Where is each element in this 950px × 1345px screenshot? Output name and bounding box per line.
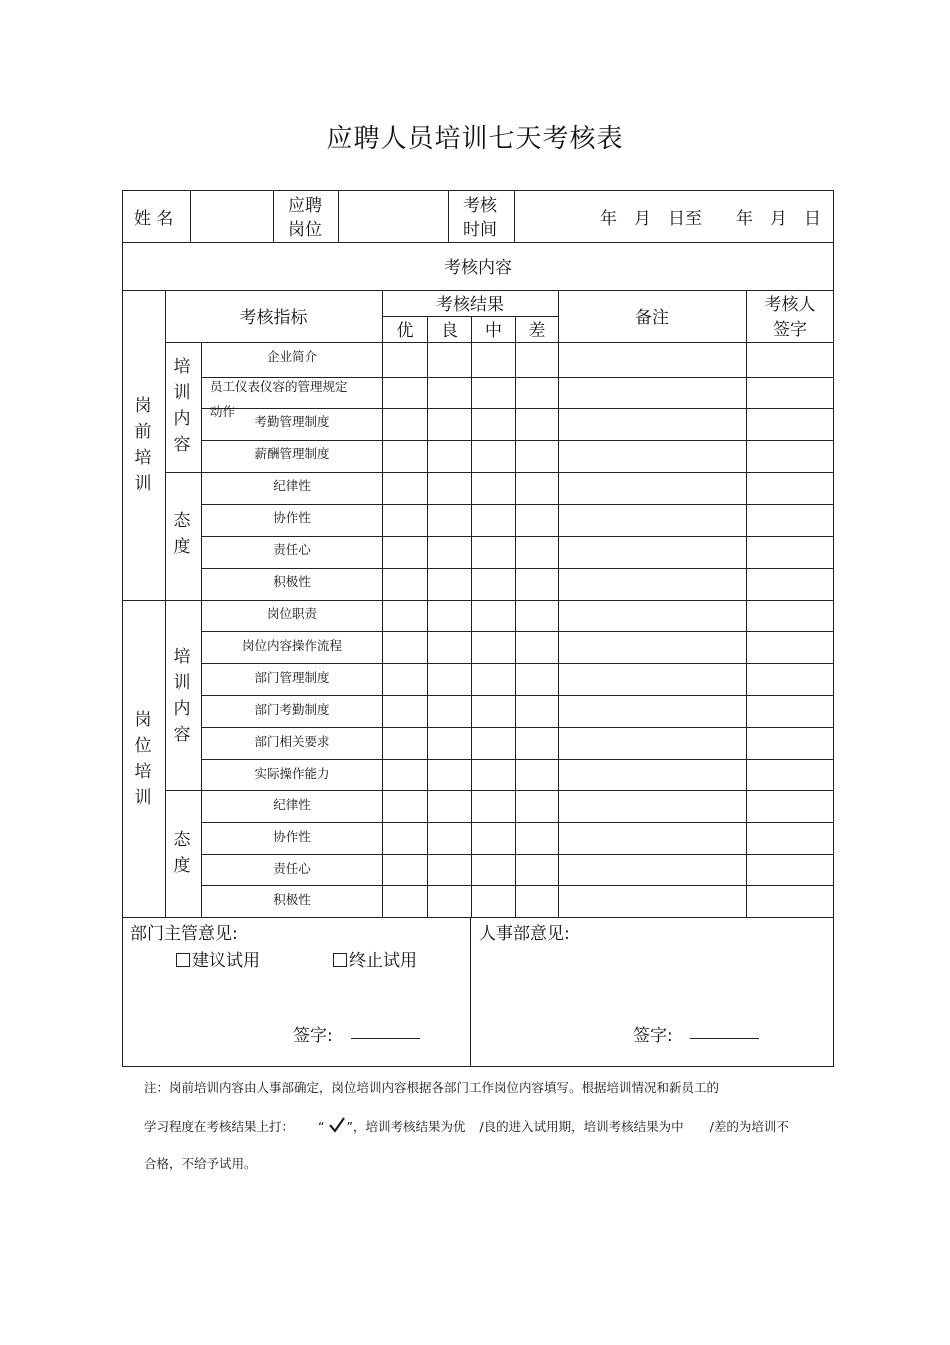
period-value[interactable]: 年 月 日至 年 月 日 <box>600 209 821 229</box>
item-dept-management: 部门管理制度 <box>254 670 330 685</box>
note-line-2: 学习程度在考核结果上打： “ ”，培训考核结果为优 /良的进入试用期，培训考核结果为中 /差的为培训不 <box>144 1116 789 1135</box>
position-label-line2: 岗位 <box>288 220 322 240</box>
subgroup-job-content-label: 培 训 内 容 <box>173 647 191 745</box>
item-job-process: 岗位内容操作流程 <box>241 638 342 653</box>
checkbox-icon[interactable] <box>176 953 190 967</box>
subgroup-pre-attitude-label: 态 度 <box>173 511 191 557</box>
item-initiative: 积极性 <box>273 574 311 589</box>
item-dept-attendance: 部门考勤制度 <box>254 702 330 717</box>
col-grade-poor: 差 <box>528 321 546 341</box>
col-grade-medium: 中 <box>485 321 502 341</box>
hr-sign-line[interactable] <box>690 1038 759 1039</box>
item-discipline: 纪律性 <box>273 478 311 493</box>
col-indicator: 考核指标 <box>239 308 308 328</box>
position-label-line1: 应聘 <box>288 196 322 216</box>
col-result: 考核结果 <box>436 295 504 315</box>
position-field[interactable] <box>339 191 448 242</box>
item-salary: 薪酬管理制度 <box>254 446 330 461</box>
item-appearance-rules: 员工仪表仪容的管理规定 <box>210 379 348 394</box>
item-job-duties: 岗位职责 <box>266 606 317 621</box>
period-label-line1: 考核 <box>463 196 497 216</box>
form-title: 应聘人员培训七天考核表 <box>326 124 624 154</box>
item-responsibility-2: 责任心 <box>273 861 311 876</box>
option-suggest-trial[interactable]: 建议试用 <box>176 946 260 971</box>
subgroup-pre-content-label: 培 训 内 容 <box>173 357 191 455</box>
dept-sign-line[interactable] <box>351 1038 420 1039</box>
item-practical-ability: 实际操作能力 <box>254 766 330 781</box>
group-on-job-label: 岗 位 培 训 <box>134 710 152 808</box>
note-line-3: 合格，不给予试用。 <box>144 1156 257 1171</box>
group-pre-job-label: 岗 前 培 训 <box>134 396 152 494</box>
assessment-form <box>122 190 834 1067</box>
col-assessor-line1: 考核人 <box>764 295 816 315</box>
item-dept-requirements: 部门相关要求 <box>254 734 330 749</box>
name-label: 姓 名 <box>134 209 174 229</box>
col-grade-good: 良 <box>441 321 458 341</box>
checkmark-icon <box>328 1116 346 1134</box>
subgroup-job-attitude-label: 态 度 <box>173 830 191 876</box>
col-assessor-line2: 签字 <box>773 320 807 340</box>
period-label-line2: 时间 <box>463 220 497 240</box>
item-responsibility: 责任心 <box>273 542 311 557</box>
col-remark: 备注 <box>635 308 669 328</box>
option-terminate-trial[interactable]: 终止试用 <box>333 946 417 971</box>
border-bottom <box>122 1066 834 1067</box>
border-left <box>122 190 123 1067</box>
checkbox-icon[interactable] <box>333 953 347 967</box>
dept-opinion-label: 部门主管意见: <box>130 924 238 944</box>
item-discipline-2: 纪律性 <box>273 797 311 812</box>
item-cooperation: 协作性 <box>273 510 311 525</box>
item-company-intro: 企业简介 <box>266 349 317 364</box>
item-attendance: 考勤管理制度 <box>254 414 330 429</box>
col-grade-excellent: 优 <box>396 321 414 341</box>
dept-sign-label: 签字: <box>293 1026 333 1046</box>
item-appearance-overflow: 动作 <box>210 404 236 419</box>
item-initiative-2: 积极性 <box>273 892 311 907</box>
hr-opinion-label: 人事部意见: <box>479 924 570 944</box>
item-cooperation-2: 协作性 <box>273 829 311 844</box>
name-field[interactable] <box>191 191 273 242</box>
section-heading: 考核内容 <box>444 258 512 278</box>
note-line-1: 注：岗前培训内容由人事部确定，岗位培训内容根据各部门工作岗位内容填写。根据培训情况和新员工的 <box>144 1080 720 1095</box>
hr-sign-label: 签字: <box>633 1026 673 1046</box>
